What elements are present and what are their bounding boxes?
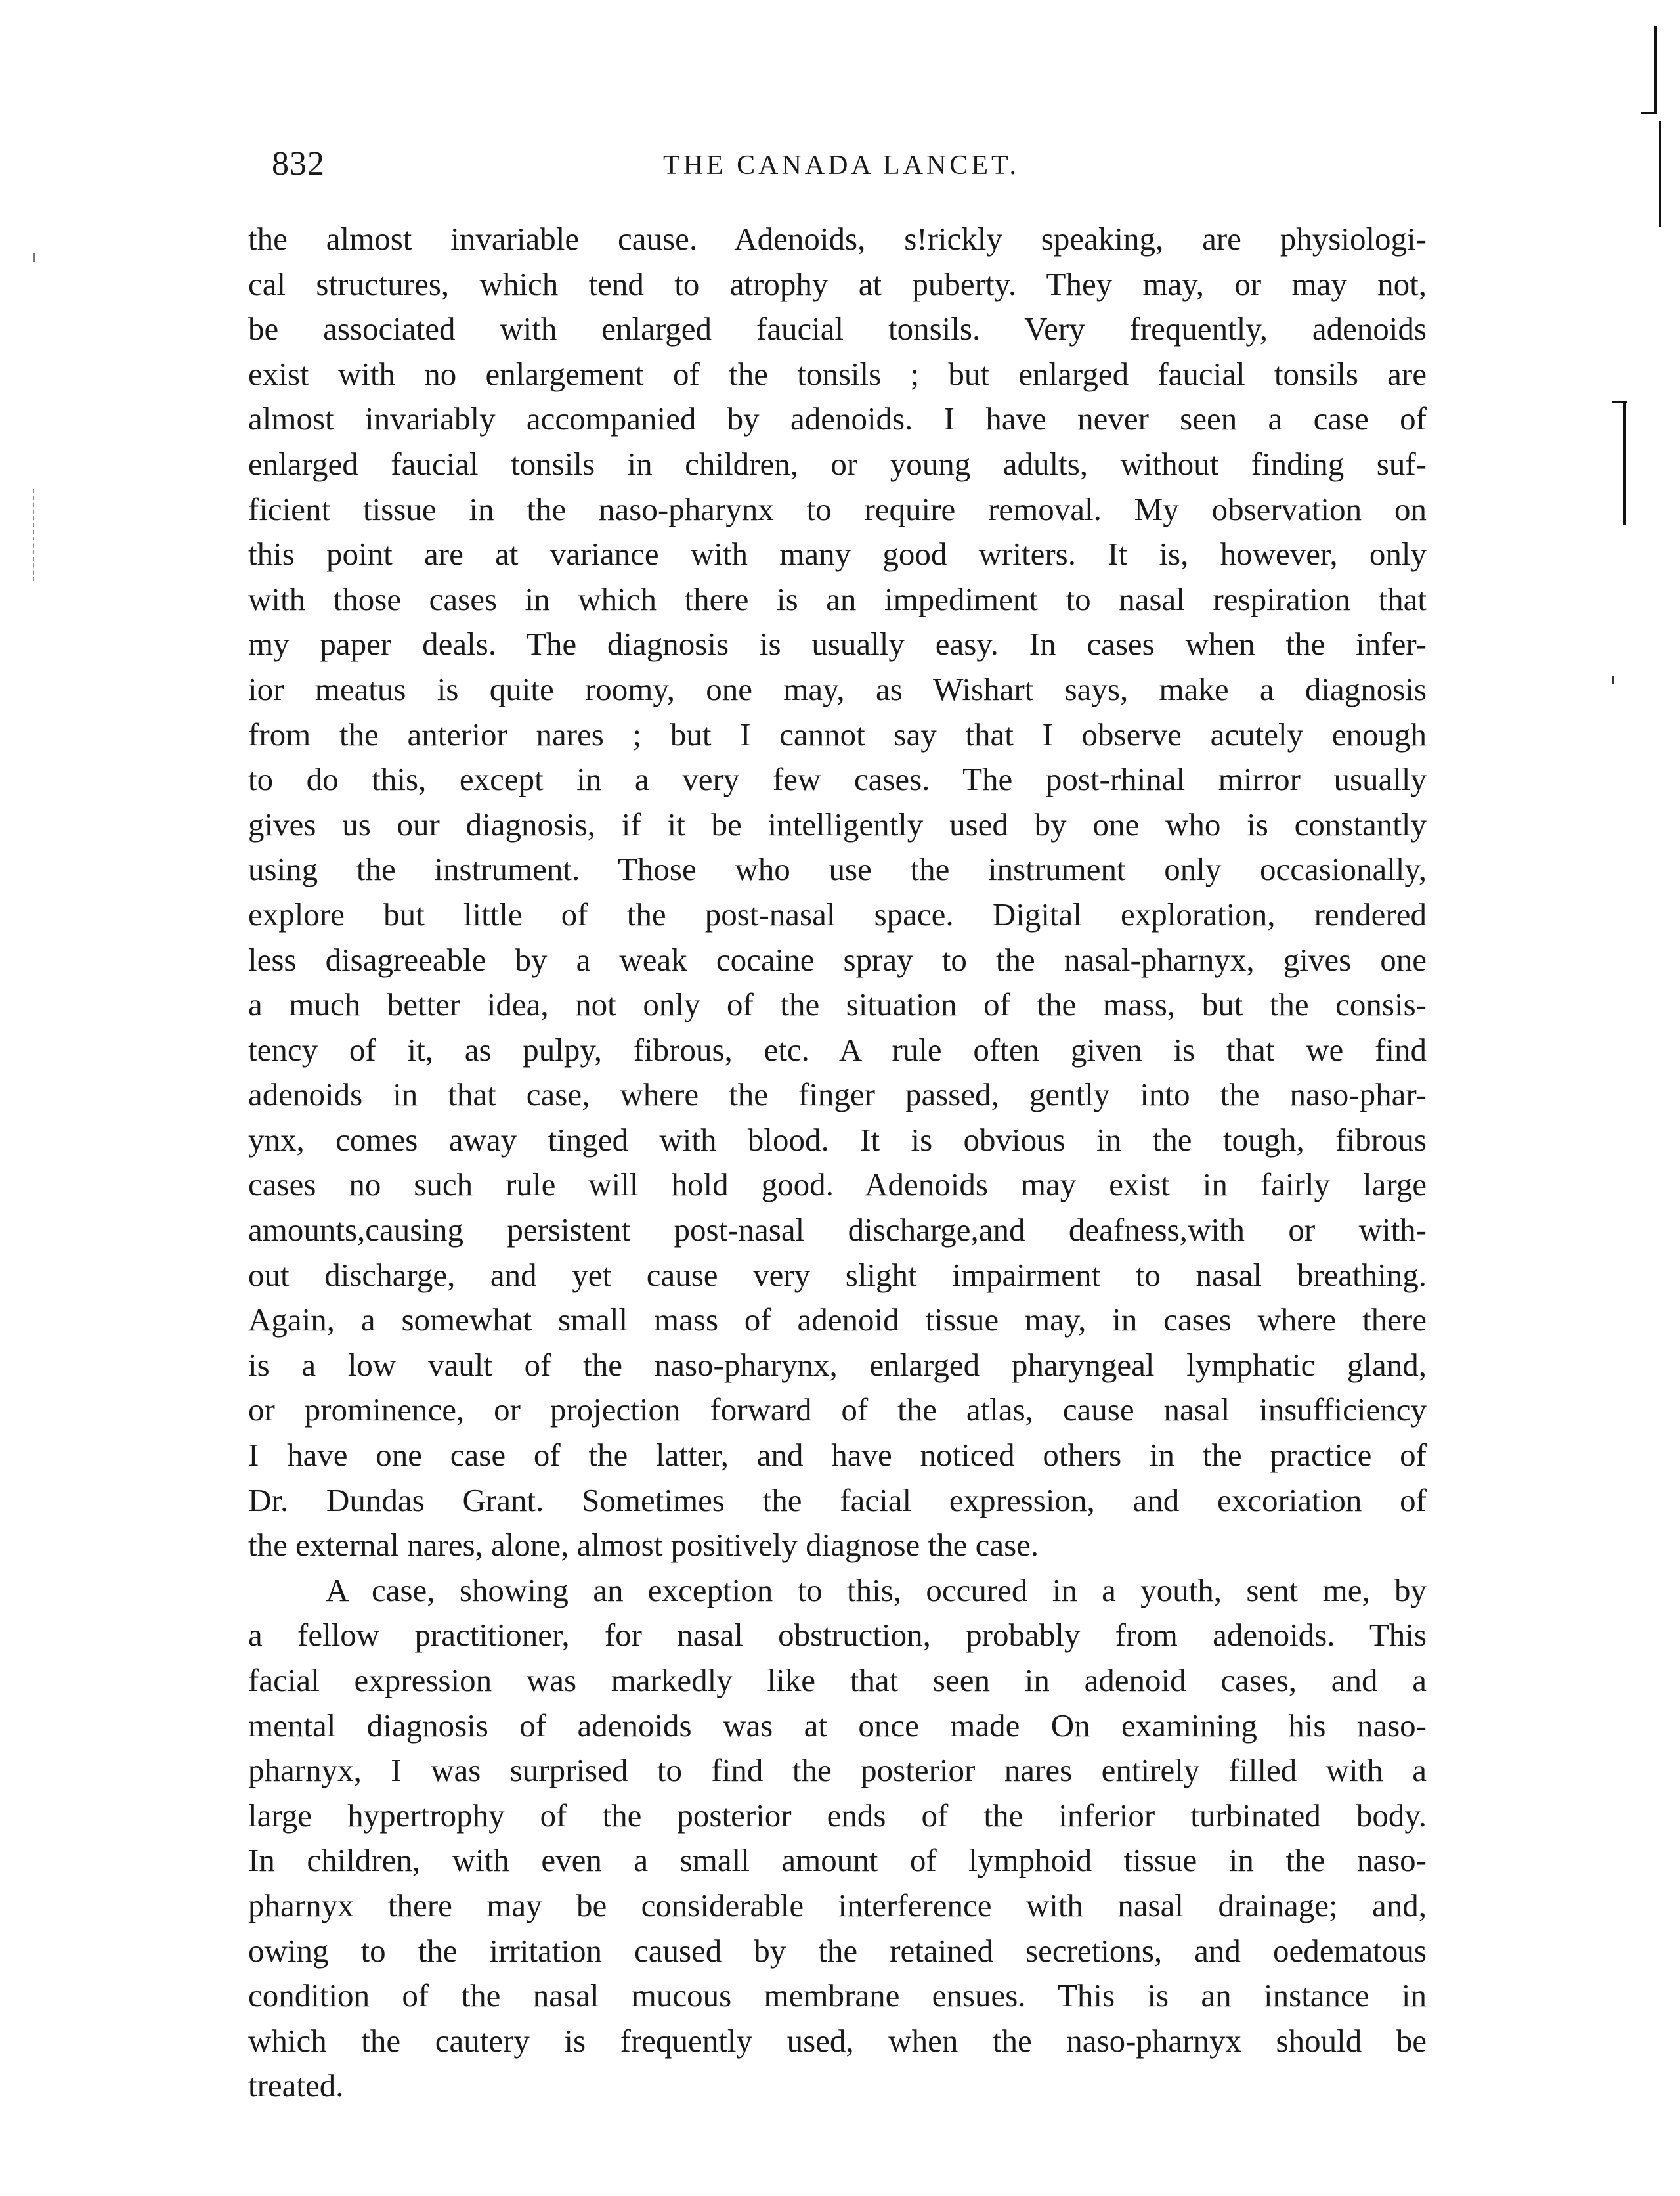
- text-line: enlarged faucial tonsils in children, or young adults, without finding suf-: [248, 445, 1427, 482]
- text-line: or prominence, or projection forward of the atlas, cause nasal insufficiency: [248, 1392, 1427, 1428]
- margin-bracket-mark: [1659, 121, 1661, 227]
- text-line: cases no such rule will hold good. Adenoids may exist in fairly large: [248, 1166, 1427, 1203]
- text-line: Dr. Dundas Grant. Sometimes the facial expression, and excoriation of: [248, 1482, 1427, 1518]
- text-line: to do this, except in a very few cases. The post-rhinal mirror usually: [248, 761, 1427, 798]
- text-line: is a low vault of the naso-pharynx, enlarged pharyngeal lymphatic gland,: [248, 1346, 1427, 1383]
- text-line: a fellow practitioner, for nasal obstruction, probably from adenoids. This: [248, 1617, 1427, 1654]
- paragraph-2: [248, 1568, 1427, 2109]
- text-line: be associated with enlarged faucial tonsils. Very frequently, adenoids: [248, 311, 1427, 347]
- text-line: pharnyx there may be considerable interference with nasal drainage; and,: [248, 1887, 1427, 1923]
- running-head: THE CANADA LANCET.: [663, 150, 1020, 181]
- text-line: mental diagnosis of adenoids was at once made On examining his naso-: [248, 1707, 1427, 1744]
- text-line: which the cautery is frequently used, when the naso-pharnyx should be: [248, 2022, 1427, 2059]
- text-line: using the instrument. Those who use the instrument only occasionally,: [248, 851, 1427, 888]
- text-line: A case, showing an exception to this, occured in a youth, sent me, by: [326, 1571, 1427, 1608]
- text-line: exist with no enlargement of the tonsils ; but enlarged faucial tonsils are: [248, 355, 1427, 392]
- text-line: adenoids in that case, where the finger passed, gently into the naso-phar-: [248, 1076, 1427, 1113]
- text-line: Again, a somewhat small mass of adenoid tissue may, in cases where there: [248, 1302, 1427, 1338]
- article-body: [248, 217, 1427, 2109]
- text-line: gives us our diagnosis, if it be intelligently used by one who is constantly: [248, 806, 1427, 843]
- text-line: In children, with even a small amount of lymphoid tissue in the naso-: [248, 1842, 1427, 1879]
- margin-dot-mark: [1612, 676, 1614, 684]
- text-line: ficient tissue in the naso-pharynx to require removal. My observation on: [248, 491, 1427, 527]
- margin-dash-mark: [33, 489, 35, 581]
- text-line: owing to the irritation caused by the retained secretions, and oedematous: [248, 1932, 1427, 1969]
- text-line: the external nares, alone, almost positively diagnose the case.: [248, 1527, 1039, 1564]
- text-line: explore but little of the post-nasal space. Digital exploration, rendered: [248, 896, 1427, 933]
- text-line: amounts,causing persistent post-nasal discharge,and deafness,with or with-: [248, 1212, 1427, 1248]
- margin-bracket-mark: [1641, 112, 1657, 114]
- text-line: tency of it, as pulpy, fibrous, etc. A rule often given is that we find: [248, 1031, 1427, 1068]
- text-line: out discharge, and yet cause very slight impairment to nasal breathing.: [248, 1256, 1427, 1293]
- text-line: ynx, comes away tinged with blood. It is obvious in the tough, fibrous: [248, 1121, 1427, 1158]
- text-line: with those cases in which there is an impediment to nasal respiration that: [248, 581, 1427, 617]
- text-line: treated.: [248, 2067, 344, 2104]
- text-line: almost invariably accompanied by adenoids. I have never seen a case of: [248, 401, 1427, 437]
- text-line: condition of the nasal mucous membrane ensues. This is an instance in: [248, 1977, 1427, 2014]
- text-line: this point are at variance with many good writers. It is, however, only: [248, 536, 1427, 573]
- page-number: 832: [272, 145, 325, 183]
- margin-dot-mark: [33, 253, 35, 262]
- text-line: large hypertrophy of the posterior ends of the inferior turbinated body.: [248, 1797, 1427, 1834]
- margin-bracket-mark: [1654, 26, 1657, 112]
- margin-bracket-mark: [1623, 401, 1626, 525]
- text-line: less disagreeable by a weak cocaine spray to the nasal-pharnyx, gives one: [248, 941, 1427, 978]
- text-line: facial expression was markedly like that seen in adenoid cases, and a: [248, 1662, 1427, 1698]
- text-line: my paper deals. The diagnosis is usually easy. In cases when the infer-: [248, 626, 1427, 663]
- text-line: a much better idea, not only of the situation of the mass, but the consis-: [248, 986, 1427, 1023]
- text-line: ior meatus is quite roomy, one may, as Wishart says, make a diagnosis: [248, 670, 1427, 707]
- text-line: from the anterior nares ; but I cannot say that I observe acutely enough: [248, 716, 1427, 753]
- paragraph-1: [248, 217, 1427, 1568]
- text-line: I have one case of the latter, and have noticed others in the practice of: [248, 1437, 1427, 1474]
- text-line: the almost invariable cause. Adenoids, s!rickly speaking, are physiologi-: [248, 221, 1427, 257]
- text-line: cal structures, which tend to atrophy at puberty. They may, or may not,: [248, 265, 1427, 302]
- text-line: pharnyx, I was surprised to find the posterior nares entirely filled with a: [248, 1752, 1427, 1789]
